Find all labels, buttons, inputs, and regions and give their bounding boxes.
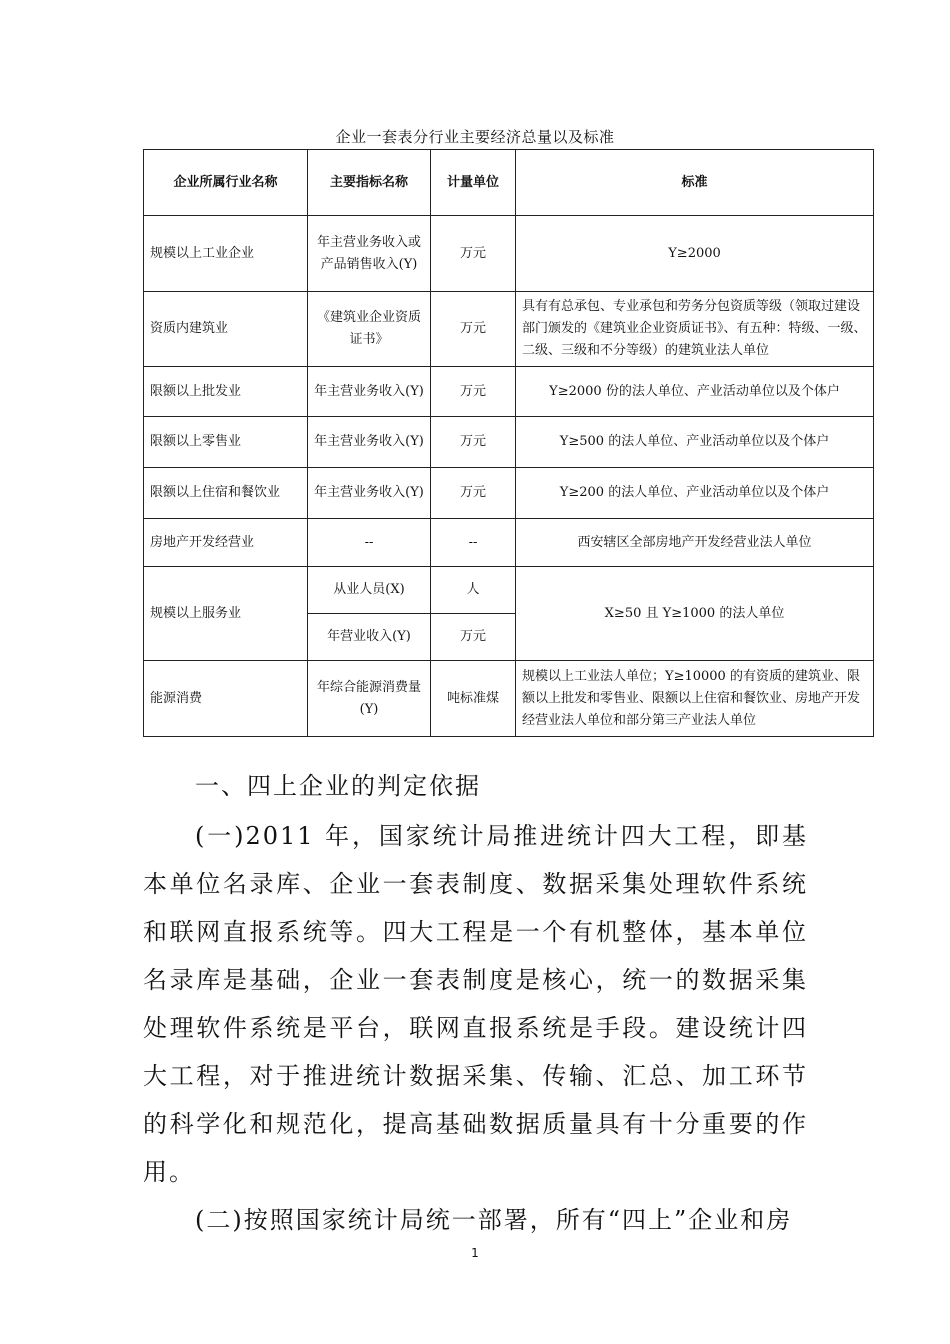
- cell-industry: 规模以上工业企业: [144, 216, 308, 292]
- cell-indicator: 年主营业务收入(Y): [308, 417, 431, 468]
- table-row: [144, 367, 874, 417]
- table-row: [144, 519, 874, 567]
- cell-industry: 限额以上批发业: [144, 367, 308, 417]
- page-number: 1: [471, 1246, 479, 1260]
- cell-indicator: 年主营业务收入(Y): [308, 468, 431, 519]
- cell-unit: 万元: [431, 417, 516, 468]
- cell-indicator: 《建筑业企业资质证书》: [308, 292, 431, 367]
- standards-table: [143, 149, 874, 737]
- header-indicator: 主要指标名称: [308, 150, 431, 216]
- cell-unit: --: [431, 519, 516, 567]
- header-unit: 计量单位: [431, 150, 516, 216]
- cell-standard: Y≥500 的法人单位、产业活动单位以及个体户: [516, 417, 874, 468]
- header-industry: 企业所属行业名称: [144, 150, 308, 216]
- table-row: [144, 468, 874, 519]
- table-row: [144, 417, 874, 468]
- cell-industry: 规模以上服务业: [144, 567, 308, 661]
- cell-industry: 限额以上零售业: [144, 417, 308, 468]
- table-header-row: [144, 150, 874, 216]
- paragraph-1: (一)2011 年，国家统计局推进统计四大工程，即基本单位名录库、企业一套表制度、数据采集处理软件系统和联网直报系统等。四大工程是一个有机整体，基本单位名录库是基础，企业一套表制度是核心，统一的数据采集处理软件系统是平台，联网直报系统是手段。建设统计四大工程，对于推进统计数据采集、传输、汇总、加工环节的科学化和规范化，提高基础数据质量具有十分重要的作用。: [143, 822, 808, 1186]
- paragraph-2: (二)按照国家统计局统一部署，所有“四上”企业和房: [195, 1206, 793, 1234]
- cell-indicator: --: [308, 519, 431, 567]
- cell-unit: 人: [431, 567, 516, 614]
- cell-indicator: 年综合能源消费量(Y): [308, 661, 431, 737]
- cell-standard: 规模以上工业法人单位；Y≥10000 的有资质的建筑业、限额以上批发和零售业、限额以上住宿和餐饮业、房地产开发经营业法人单位和部分第三产业法人单位: [516, 661, 874, 737]
- table-title: 企业一套表分行业主要经济总量以及标准: [335, 128, 615, 146]
- cell-standard: Y≥2000: [516, 216, 874, 292]
- section-heading: 一、四上企业的判定依据: [195, 772, 481, 800]
- cell-standard: 西安辖区全部房地产开发经营业法人单位: [516, 519, 874, 567]
- cell-indicator: 年营业收入(Y): [308, 614, 431, 661]
- cell-standard: Y≥200 的法人单位、产业活动单位以及个体户: [516, 468, 874, 519]
- cell-indicator: 年主营业务收入(Y): [308, 367, 431, 417]
- cell-unit: 万元: [431, 216, 516, 292]
- cell-industry: 资质内建筑业: [144, 292, 308, 367]
- header-standard: 标准: [516, 150, 874, 216]
- cell-industry: 能源消费: [144, 661, 308, 737]
- cell-standard: X≥50 且 Y≥1000 的法人单位: [516, 567, 874, 661]
- table-row: [144, 661, 874, 737]
- cell-indicator: 从业人员(X): [308, 567, 431, 614]
- body-text: [143, 812, 808, 1244]
- cell-industry: 房地产开发经营业: [144, 519, 308, 567]
- cell-unit: 万元: [431, 468, 516, 519]
- cell-industry: 限额以上住宿和餐饮业: [144, 468, 308, 519]
- cell-unit: 万元: [431, 367, 516, 417]
- table-row: [144, 567, 874, 614]
- table-row: [144, 292, 874, 367]
- cell-standard: 具有有总承包、专业承包和劳务分包资质等级（领取过建设部门颁发的《建筑业企业资质证书》、有五种：特级、一级、二级、三级和不分等级）的建筑业法人单位: [516, 292, 874, 367]
- cell-indicator: 年主营业务收入或产品销售收入(Y): [308, 216, 431, 292]
- cell-standard: Y≥2000 份的法人单位、产业活动单位以及个体户: [516, 367, 874, 417]
- cell-unit: 万元: [431, 292, 516, 367]
- cell-unit: 万元: [431, 614, 516, 661]
- table-row: [144, 216, 874, 292]
- cell-unit: 吨标准煤: [431, 661, 516, 737]
